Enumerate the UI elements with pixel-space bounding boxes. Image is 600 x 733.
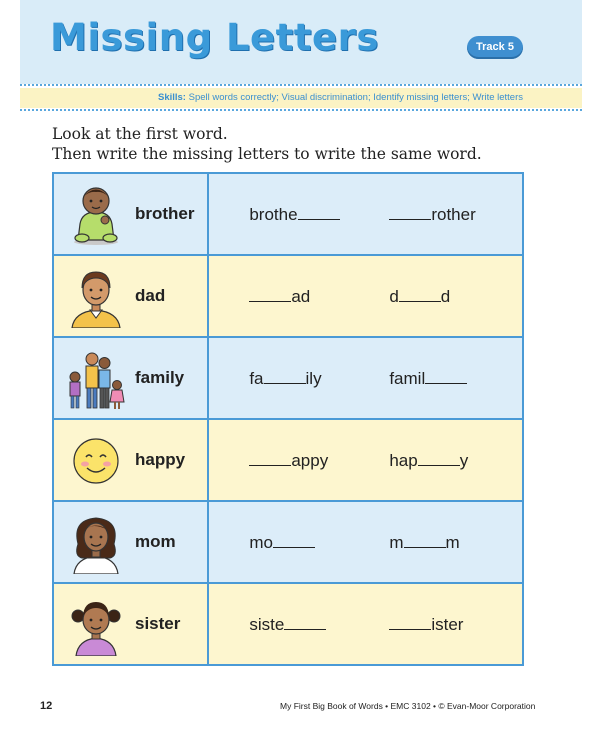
answer-cell xyxy=(208,583,523,665)
answer-blank-1[interactable]: appy xyxy=(249,450,328,471)
answer-cell xyxy=(208,419,523,501)
skills-label: Skills: xyxy=(157,92,186,103)
answer-blank-2[interactable]: hap y xyxy=(389,451,469,470)
table-row xyxy=(53,173,523,255)
word-cell xyxy=(53,501,208,583)
table-row xyxy=(53,583,523,665)
write-line[interactable] xyxy=(298,204,340,220)
footer-credit: My First Big Book of Words • EMC 3102 • © Evan-Moor Corporation xyxy=(280,701,536,711)
track-badge[interactable]: Track 5 xyxy=(467,36,523,59)
answer-cell xyxy=(208,337,523,419)
word-table xyxy=(52,172,524,666)
write-line[interactable] xyxy=(273,532,315,548)
answer-blank-1[interactable]: ad xyxy=(249,286,310,307)
write-line[interactable] xyxy=(404,532,446,548)
smiley-icon xyxy=(66,430,126,492)
table-row xyxy=(53,337,523,419)
answer-cell xyxy=(208,173,523,255)
write-line[interactable] xyxy=(284,614,326,630)
table-row xyxy=(53,501,523,583)
write-line[interactable] xyxy=(264,368,306,384)
page-number: 12 xyxy=(40,700,53,712)
answer-cell xyxy=(208,501,523,583)
answer-blank-2[interactable]: d d xyxy=(389,287,451,306)
answer-blank-2[interactable]: famil xyxy=(389,368,467,389)
word-cell xyxy=(53,337,208,419)
answer-blank-1[interactable]: brothe xyxy=(249,204,339,225)
word-cell xyxy=(53,583,208,665)
instructions xyxy=(52,124,482,164)
sister-icon xyxy=(66,594,126,656)
answer-blank-1[interactable]: fa ily xyxy=(249,369,322,388)
answer-blank-1[interactable]: siste xyxy=(249,614,326,635)
word-cell xyxy=(53,419,208,501)
word-label: brother xyxy=(135,204,195,223)
word-label: family xyxy=(135,368,185,387)
instruction-line: Then write the missing letters to write the same word. xyxy=(52,145,482,163)
baby-icon xyxy=(66,184,126,246)
write-line[interactable] xyxy=(425,368,467,384)
instruction-line: Look at the first word. xyxy=(52,125,228,143)
write-line[interactable] xyxy=(389,614,431,630)
family-icon xyxy=(66,348,126,410)
dad-icon xyxy=(66,266,126,328)
skills-bar xyxy=(20,88,582,108)
table-row xyxy=(53,419,523,501)
word-cell xyxy=(53,255,208,337)
write-line[interactable] xyxy=(418,450,460,466)
word-label: happy xyxy=(135,450,186,469)
dotted-divider xyxy=(20,84,582,86)
skills-text: Spell words correctly; Visual discrimination; Identify missing letters; Write letters xyxy=(188,92,523,103)
answer-blank-2[interactable]: ister xyxy=(389,614,463,635)
page-title: Missing Letters xyxy=(50,16,379,59)
table-row xyxy=(53,255,523,337)
mom-icon xyxy=(66,512,126,574)
write-line[interactable] xyxy=(249,286,291,302)
write-line[interactable] xyxy=(249,450,291,466)
word-label: dad xyxy=(135,286,166,305)
answer-cell xyxy=(208,255,523,337)
answer-blank-2[interactable]: m m xyxy=(389,533,460,552)
word-label: mom xyxy=(135,532,176,551)
write-line[interactable] xyxy=(389,204,431,220)
word-label: sister xyxy=(135,614,181,633)
answer-blank-1[interactable]: mo xyxy=(249,532,315,553)
dotted-divider xyxy=(20,109,582,111)
write-line[interactable] xyxy=(399,286,441,302)
word-cell xyxy=(53,173,208,255)
answer-blank-2[interactable]: rother xyxy=(389,204,475,225)
